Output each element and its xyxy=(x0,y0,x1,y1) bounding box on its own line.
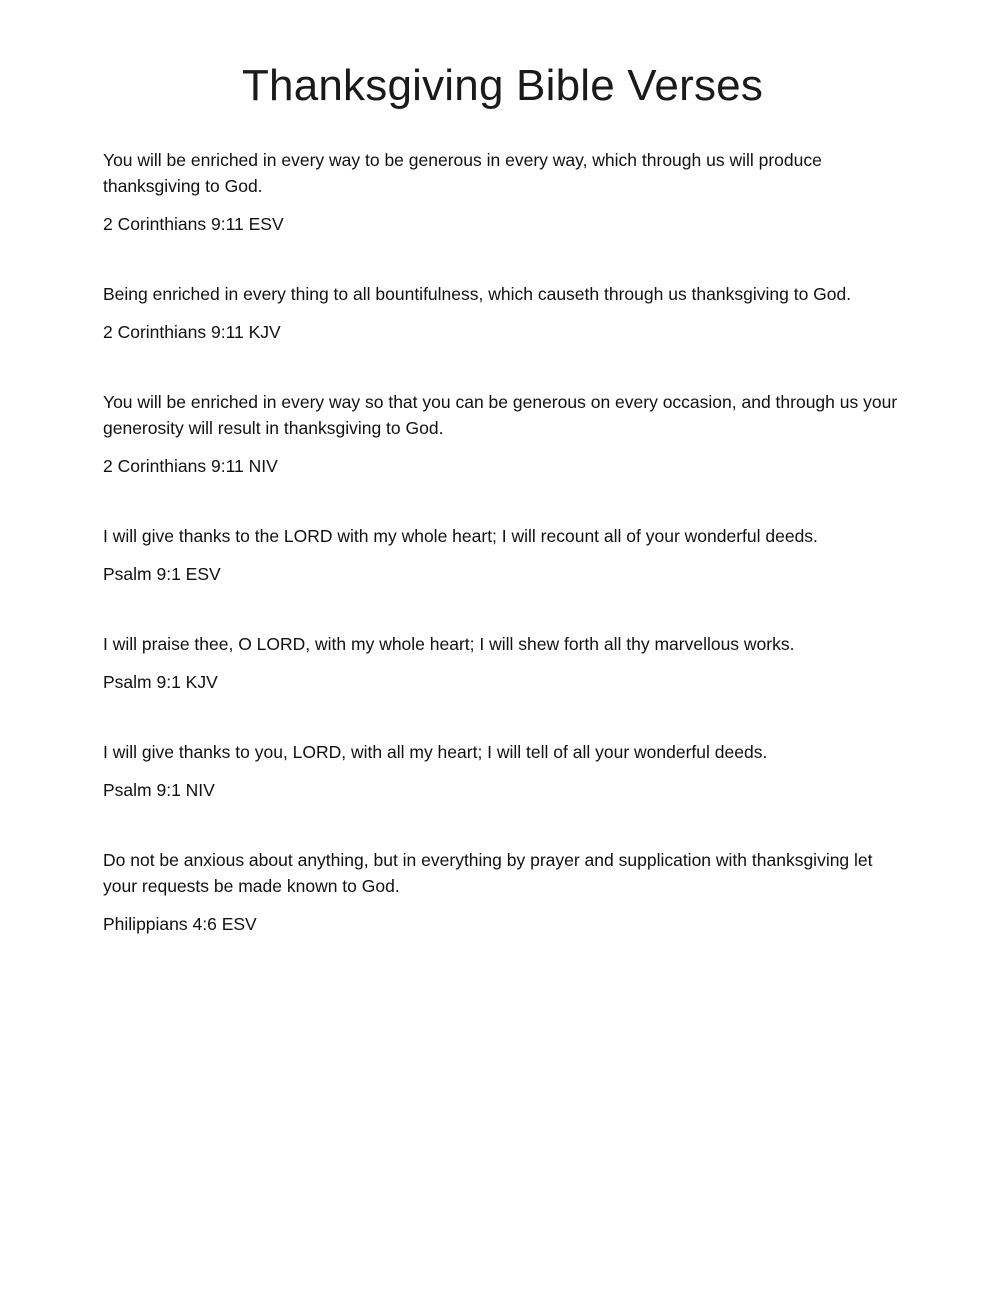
verse-reference: Psalm 9:1 KJV xyxy=(103,672,218,692)
page-title: Thanksgiving Bible Verses xyxy=(241,61,764,110)
verse-block xyxy=(103,523,903,587)
verse-block xyxy=(103,739,903,803)
verse-block xyxy=(103,389,903,479)
verse-text: You will be enriched in every way to be generous in every way, which through us will produce thanksgiving to God. xyxy=(103,150,822,196)
verse-reference: Psalm 9:1 ESV xyxy=(103,564,221,584)
verse-reference: 2 Corinthians 9:11 ESV xyxy=(103,214,284,234)
verse-text: Being enriched in every thing to all bountifulness, which causeth through us thanksgiving to God. xyxy=(103,284,852,304)
verse-list xyxy=(103,147,903,981)
verse-text: Do not be anxious about anything, but in everything by prayer and supplication with thanksgiving let your requests be made known to God. xyxy=(103,850,873,896)
verse-text: You will be enriched in every way so that you can be generous on every occasion, and through us your generosity will result in thanksgiving to God. xyxy=(103,392,898,438)
verse-text: I will give thanks to the LORD with my whole heart; I will recount all of your wonderful deeds. xyxy=(103,526,818,546)
verse-block xyxy=(103,147,903,237)
verse-reference: Philippians 4:6 ESV xyxy=(103,914,257,934)
verse-text: I will praise thee, O LORD, with my whole heart; I will shew forth all thy marvellous works. xyxy=(103,634,795,654)
verse-text: I will give thanks to you, LORD, with all my heart; I will tell of all your wonderful deeds. xyxy=(103,742,768,762)
verse-block xyxy=(103,847,903,937)
verse-reference: Psalm 9:1 NIV xyxy=(103,780,215,800)
verse-block xyxy=(103,631,903,695)
verse-reference: 2 Corinthians 9:11 KJV xyxy=(103,322,281,342)
verse-reference: 2 Corinthians 9:11 NIV xyxy=(103,456,278,476)
verse-block xyxy=(103,281,903,345)
